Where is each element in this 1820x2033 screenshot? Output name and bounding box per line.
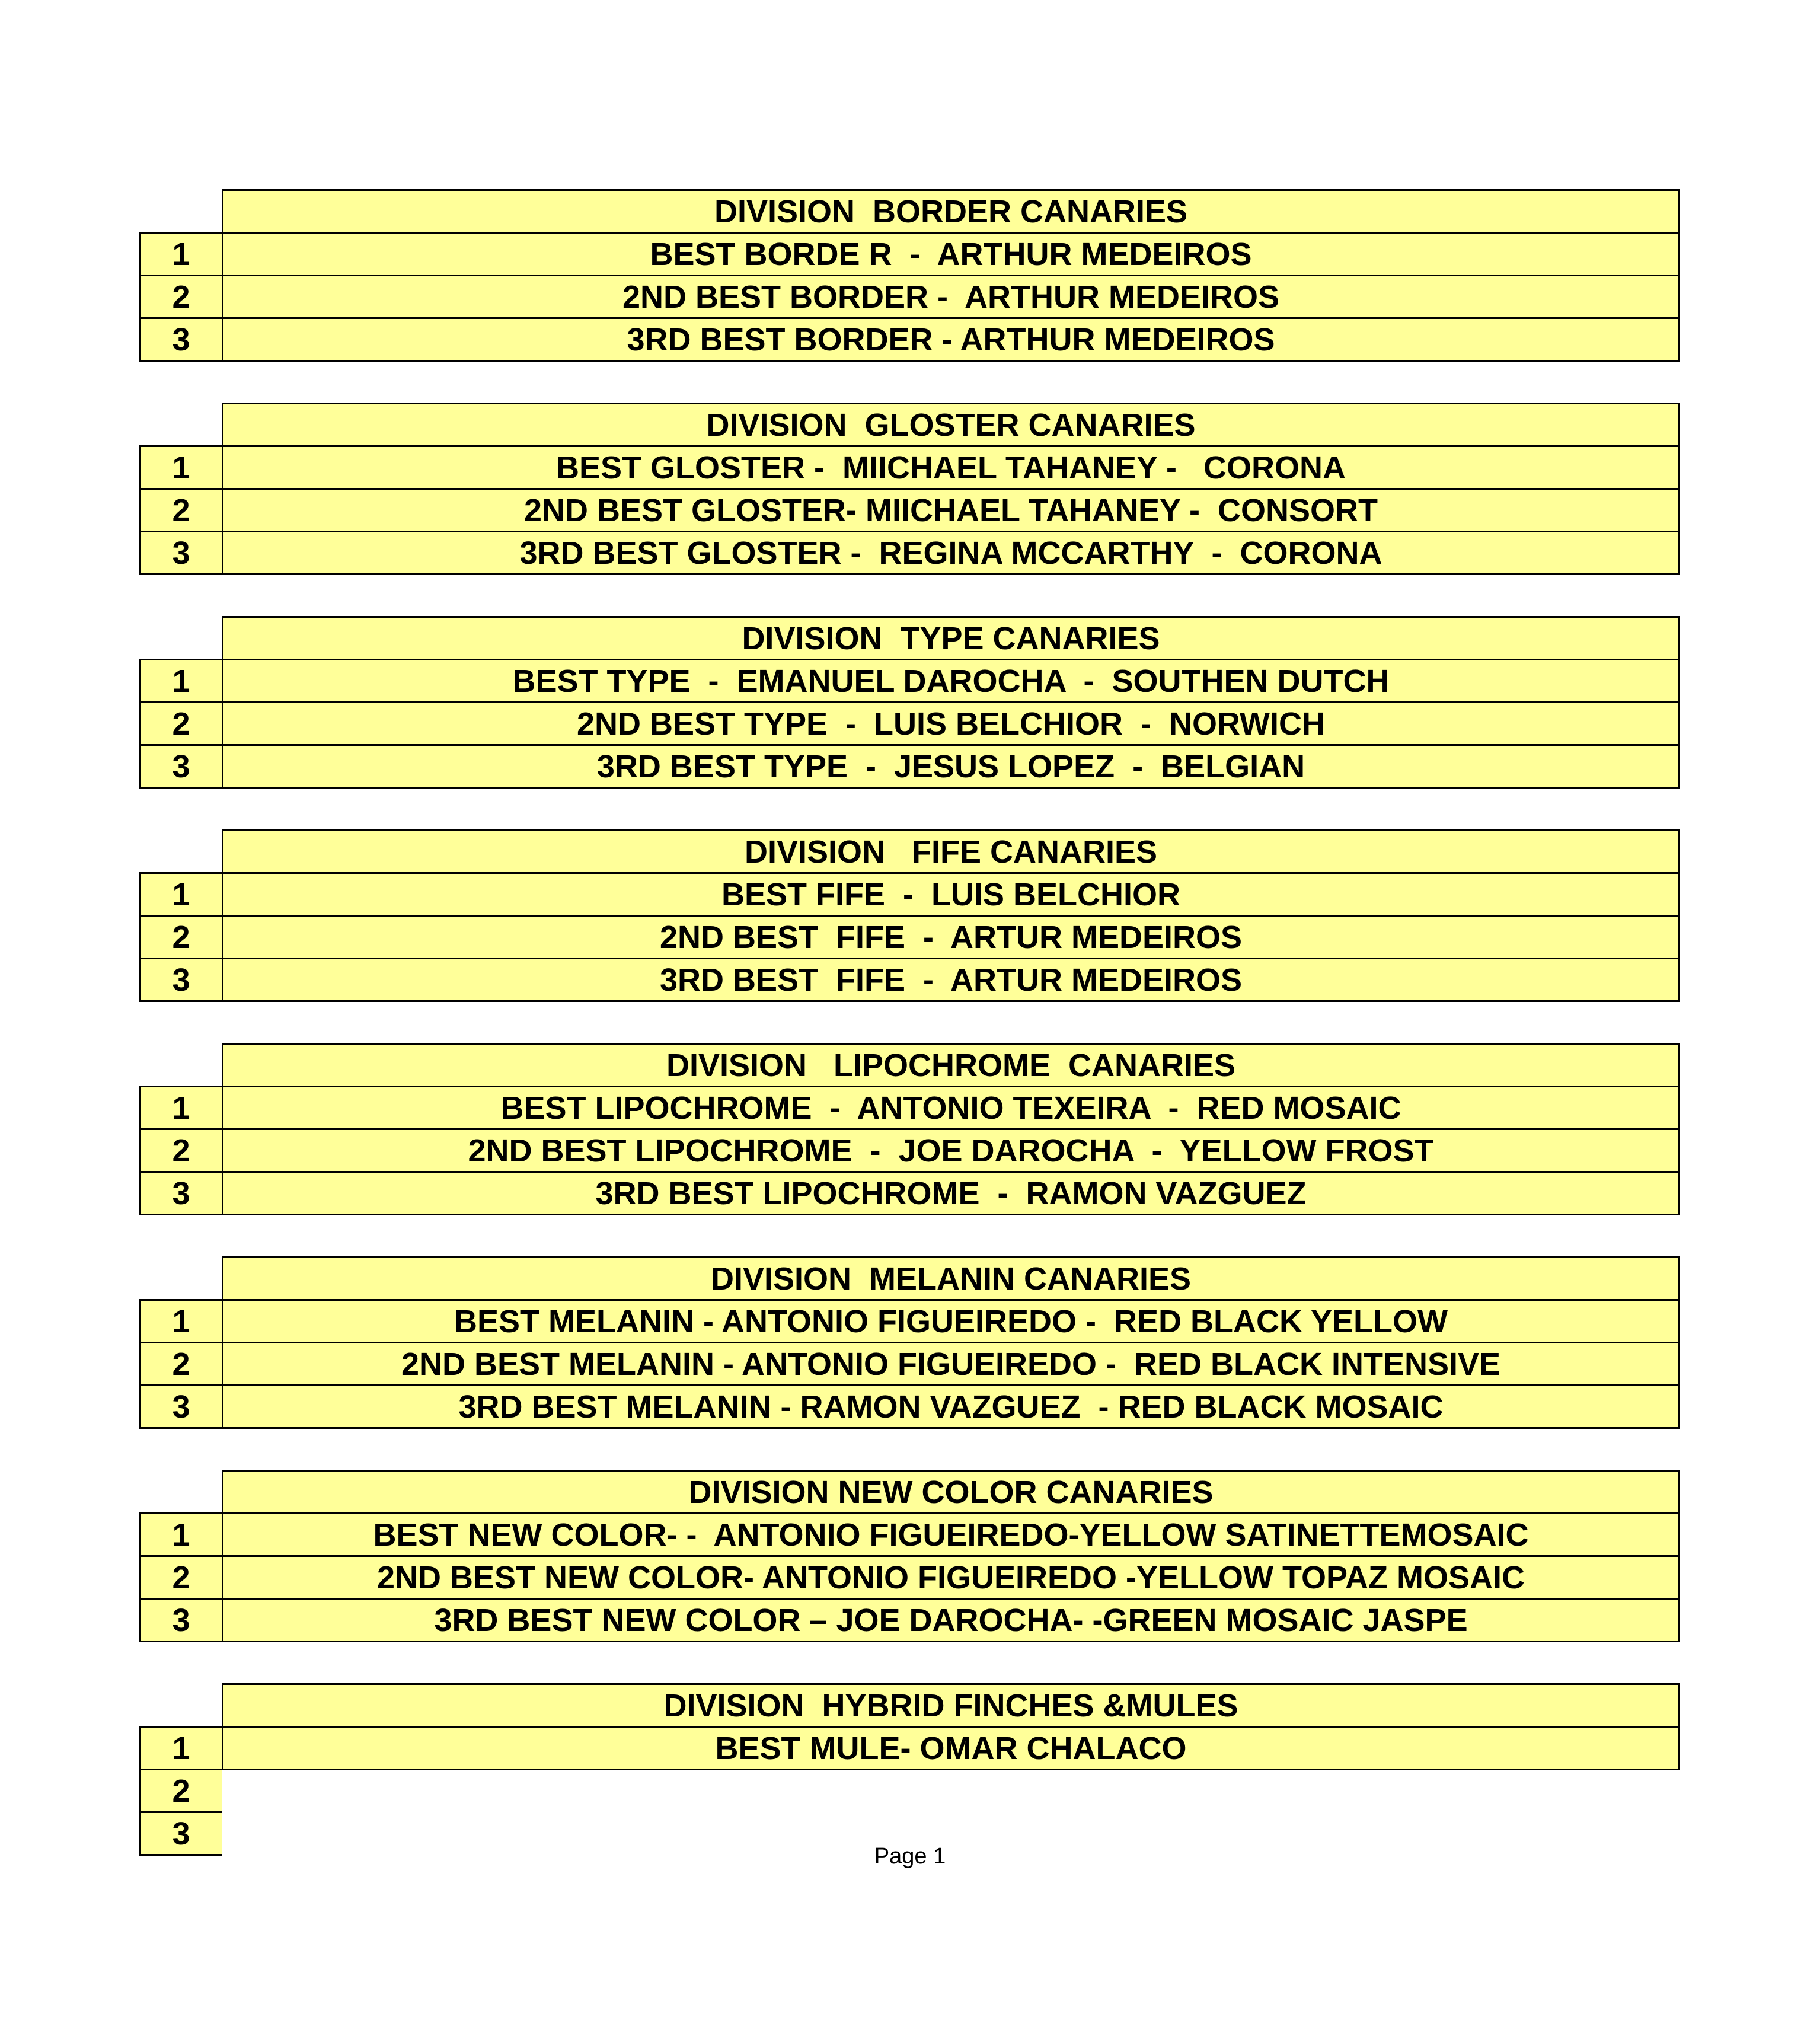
rank-cell: 1: [139, 1512, 222, 1557]
entry-cell: BEST MELANIN - ANTONIO FIGUEIREDO - RED BLACK YELLOW: [222, 1299, 1680, 1343]
division-title: DIVISION GLOSTER CANARIES: [222, 403, 1680, 447]
empty-corner: [139, 616, 222, 660]
rank-cell: 2: [139, 1342, 222, 1386]
entry-cell: 2ND BEST GLOSTER- MIICHAEL TAHANEY - CONSORT: [222, 488, 1680, 532]
division-title: DIVISION MELANIN CANARIES: [222, 1256, 1680, 1301]
entry-cell: 3RD BEST LIPOCHROME - RAMON VAZGUEZ: [222, 1171, 1680, 1215]
rank-cell: 3: [139, 1171, 222, 1215]
entry-cell: BEST FIFE - LUIS BELCHIOR: [222, 872, 1680, 917]
empty-corner: [139, 1470, 222, 1514]
rank-cell: 2: [139, 915, 222, 959]
empty-corner: [139, 1043, 222, 1087]
entry-cell: 2ND BEST TYPE - LUIS BELCHIOR - NORWICH: [222, 701, 1680, 746]
division-border-canaries: [139, 191, 1680, 362]
rank-cell: 1: [139, 445, 222, 490]
rank-cell: 3: [139, 958, 222, 1002]
entry-cell: 3RD BEST BORDER - ARTHUR MEDEIROS: [222, 317, 1680, 362]
division-new-color-canaries: [139, 1472, 1680, 1642]
division-title: DIVISION BORDER CANARIES: [222, 189, 1680, 234]
rank-cell: 3: [139, 744, 222, 789]
entry-cell: 2ND BEST MELANIN - ANTONIO FIGUEIREDO - RED BLACK INTENSIVE: [222, 1342, 1680, 1386]
rank-cell: 2: [139, 275, 222, 319]
empty-corner: [139, 403, 222, 447]
empty-corner: [139, 1256, 222, 1301]
rank-cell: 2: [139, 1769, 222, 1813]
entry-cell: 2ND BEST FIFE - ARTUR MEDEIROS: [222, 915, 1680, 959]
entry-cell: BEST MULE- OMAR CHALACO: [222, 1726, 1680, 1770]
entry-cell: 2ND BEST NEW COLOR- ANTONIO FIGUEIREDO -YELLOW TOPAZ MOSAIC: [222, 1555, 1680, 1600]
rank-cell: 1: [139, 1726, 222, 1770]
division-type-canaries: [139, 618, 1680, 789]
rank-cell: 1: [139, 1086, 222, 1130]
rank-cell: 2: [139, 1128, 222, 1173]
rank-cell: 3: [139, 1811, 222, 1856]
entry-cell: 3RD BEST NEW COLOR – JOE DAROCHA- -GREEN MOSAIC JASPE: [222, 1598, 1680, 1642]
entry-cell-empty: [222, 1769, 1680, 1813]
division-title: DIVISION NEW COLOR CANARIES: [222, 1470, 1680, 1514]
empty-corner: [139, 189, 222, 234]
division-fife-canaries: [139, 831, 1680, 1002]
rank-cell: 3: [139, 1598, 222, 1642]
rank-cell: 1: [139, 872, 222, 917]
rank-cell: 2: [139, 488, 222, 532]
entry-cell: BEST GLOSTER - MIICHAEL TAHANEY - CORONA: [222, 445, 1680, 490]
rank-cell: 2: [139, 701, 222, 746]
rank-cell: 1: [139, 659, 222, 703]
empty-corner: [139, 1683, 222, 1728]
entry-cell: 3RD BEST FIFE - ARTUR MEDEIROS: [222, 958, 1680, 1002]
rank-cell: 3: [139, 317, 222, 362]
entry-cell: 3RD BEST GLOSTER - REGINA MCCARTHY - CORONA: [222, 531, 1680, 575]
entry-cell: BEST LIPOCHROME - ANTONIO TEXEIRA - RED MOSAIC: [222, 1086, 1680, 1130]
division-title: DIVISION TYPE CANARIES: [222, 616, 1680, 660]
rank-cell: 1: [139, 232, 222, 276]
entry-cell: BEST TYPE - EMANUEL DAROCHA - SOUTHEN DUTCH: [222, 659, 1680, 703]
entry-cell: 2ND BEST LIPOCHROME - JOE DAROCHA - YELLOW FROST: [222, 1128, 1680, 1173]
results-sheet: [139, 191, 1680, 1898]
entry-cell: BEST BORDE R - ARTHUR MEDEIROS: [222, 232, 1680, 276]
division-title: DIVISION FIFE CANARIES: [222, 829, 1680, 874]
entry-cell: BEST NEW COLOR- - ANTONIO FIGUEIREDO-YELLOW SATINETTEMOSAIC: [222, 1512, 1680, 1557]
entry-cell: 3RD BEST TYPE - JESUS LOPEZ - BELGIAN: [222, 744, 1680, 789]
division-gloster-canaries: [139, 404, 1680, 575]
empty-corner: [139, 829, 222, 874]
division-title: DIVISION LIPOCHROME CANARIES: [222, 1043, 1680, 1087]
division-title: DIVISION HYBRID FINCHES &MULES: [222, 1683, 1680, 1728]
rank-cell: 3: [139, 1384, 222, 1429]
rank-cell: 2: [139, 1555, 222, 1600]
rank-cell: 3: [139, 531, 222, 575]
page-number: Page 1: [874, 1844, 946, 1869]
rank-cell: 1: [139, 1299, 222, 1343]
entry-cell: 3RD BEST MELANIN - RAMON VAZGUEZ - RED BLACK MOSAIC: [222, 1384, 1680, 1429]
division-lipochrome-canaries: [139, 1045, 1680, 1215]
entry-cell: 2ND BEST BORDER - ARTHUR MEDEIROS: [222, 275, 1680, 319]
division-hybrid-finches-mules: [139, 1685, 1680, 1856]
division-melanin-canaries: [139, 1258, 1680, 1429]
